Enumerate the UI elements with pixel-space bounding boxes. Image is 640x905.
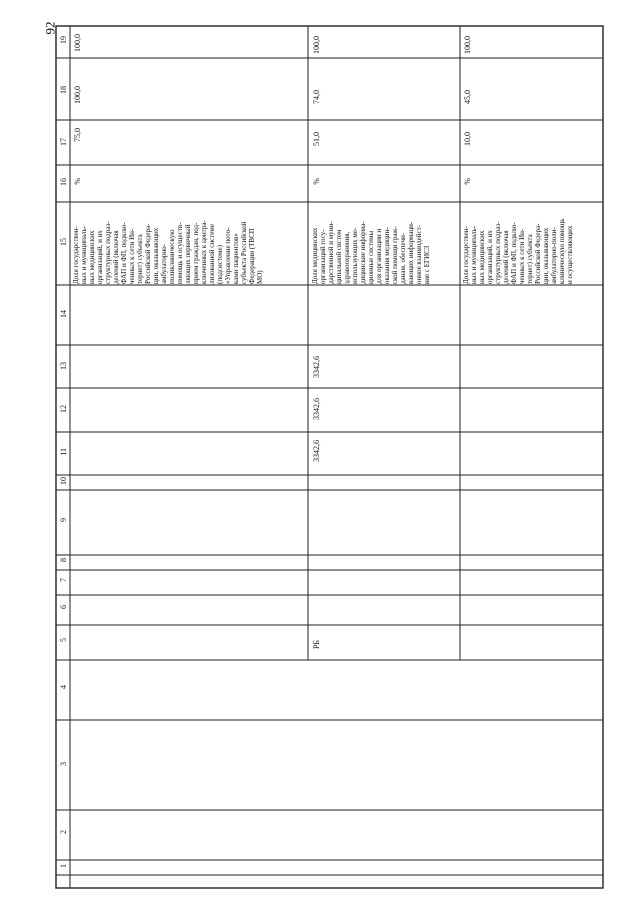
- col-header-15: 15: [59, 238, 68, 246]
- col-header-4: 4: [59, 685, 68, 689]
- row3-col18: 45,0: [463, 90, 472, 104]
- row3-col19: 100,0: [463, 36, 472, 54]
- row2-indicator: Доля медицинских организаций госу- дарственной и муни- ципальной систем здравоохранения, использующих ме- дицинские информа- ционные системы для организации и оказания медицин- ской помощи граж- данам, обеспечи- вающих информаци- онное взаимодейст- вие с ЕГИСЗ: [311, 221, 431, 284]
- row2-col12: 3342,6: [312, 398, 321, 420]
- row1-col19: 100,0: [73, 34, 82, 52]
- col-header-10: 10: [59, 477, 68, 485]
- row2-col16: %: [312, 178, 321, 185]
- col-header-1: 1: [59, 864, 68, 868]
- row2-col18: 74,0: [312, 90, 321, 104]
- col-header-3: 3: [59, 762, 68, 766]
- col-header-14: 14: [59, 310, 68, 318]
- col-header-12: 12: [59, 405, 68, 413]
- row2-col19: 100,0: [312, 36, 321, 54]
- row3-col17: 10,0: [463, 132, 472, 146]
- page-number: 92: [42, 21, 58, 35]
- row1-col16: %: [73, 178, 82, 185]
- col-header-18: 18: [59, 86, 68, 94]
- row1-col17: 75,0: [73, 128, 82, 142]
- row3-col16: %: [463, 178, 472, 185]
- row1-indicator: Доля государствен- ных и муниципаль- ных медицинских организаций, и их структурных подраз- делений (включая ФАП и ФП, подклю- ченных к сети Ин- тернет) субъекта Российской Федера- ции, оказывающих амбулаторно- поликлиническую помощь и осуществ- ляющих первичный прием граждан, под- ключенных к центра- лизованной системе (подсистеме) «Управление пото- ками пациентов» субъекта Российской Федерации (ТВСП МО): [72, 220, 264, 284]
- col-header-11: 11: [59, 448, 68, 456]
- col-header-16: 16: [59, 178, 68, 186]
- row2-col13: 3342,6: [312, 356, 321, 378]
- col-header-19: 19: [59, 36, 68, 44]
- col-header-17: 17: [59, 138, 68, 146]
- row2-col11: 3342,6: [312, 440, 321, 462]
- col-header-13: 13: [59, 362, 68, 370]
- row2-col17: 51,0: [312, 132, 321, 146]
- row3-indicator: Доля государствен- ных и муниципаль- ных медицинских организаций, и их структурных подраз- делений (включая ФАП и ФП, подклю- ченных к сети Ин- тернет) субъекта Российской Федера- ции, оказывающих амбулаторно-поли- клиническую помощь и осуществляющих: [462, 218, 574, 284]
- row1-col18: 100,0: [73, 86, 82, 104]
- col-header-8: 8: [59, 558, 68, 562]
- col-header-9: 9: [59, 518, 68, 522]
- col-header-6: 6: [59, 605, 68, 609]
- col-header-5: 5: [59, 638, 68, 642]
- col-header-7: 7: [59, 578, 68, 582]
- col-header-2: 2: [59, 830, 68, 834]
- row2-col5: РБ: [312, 640, 321, 650]
